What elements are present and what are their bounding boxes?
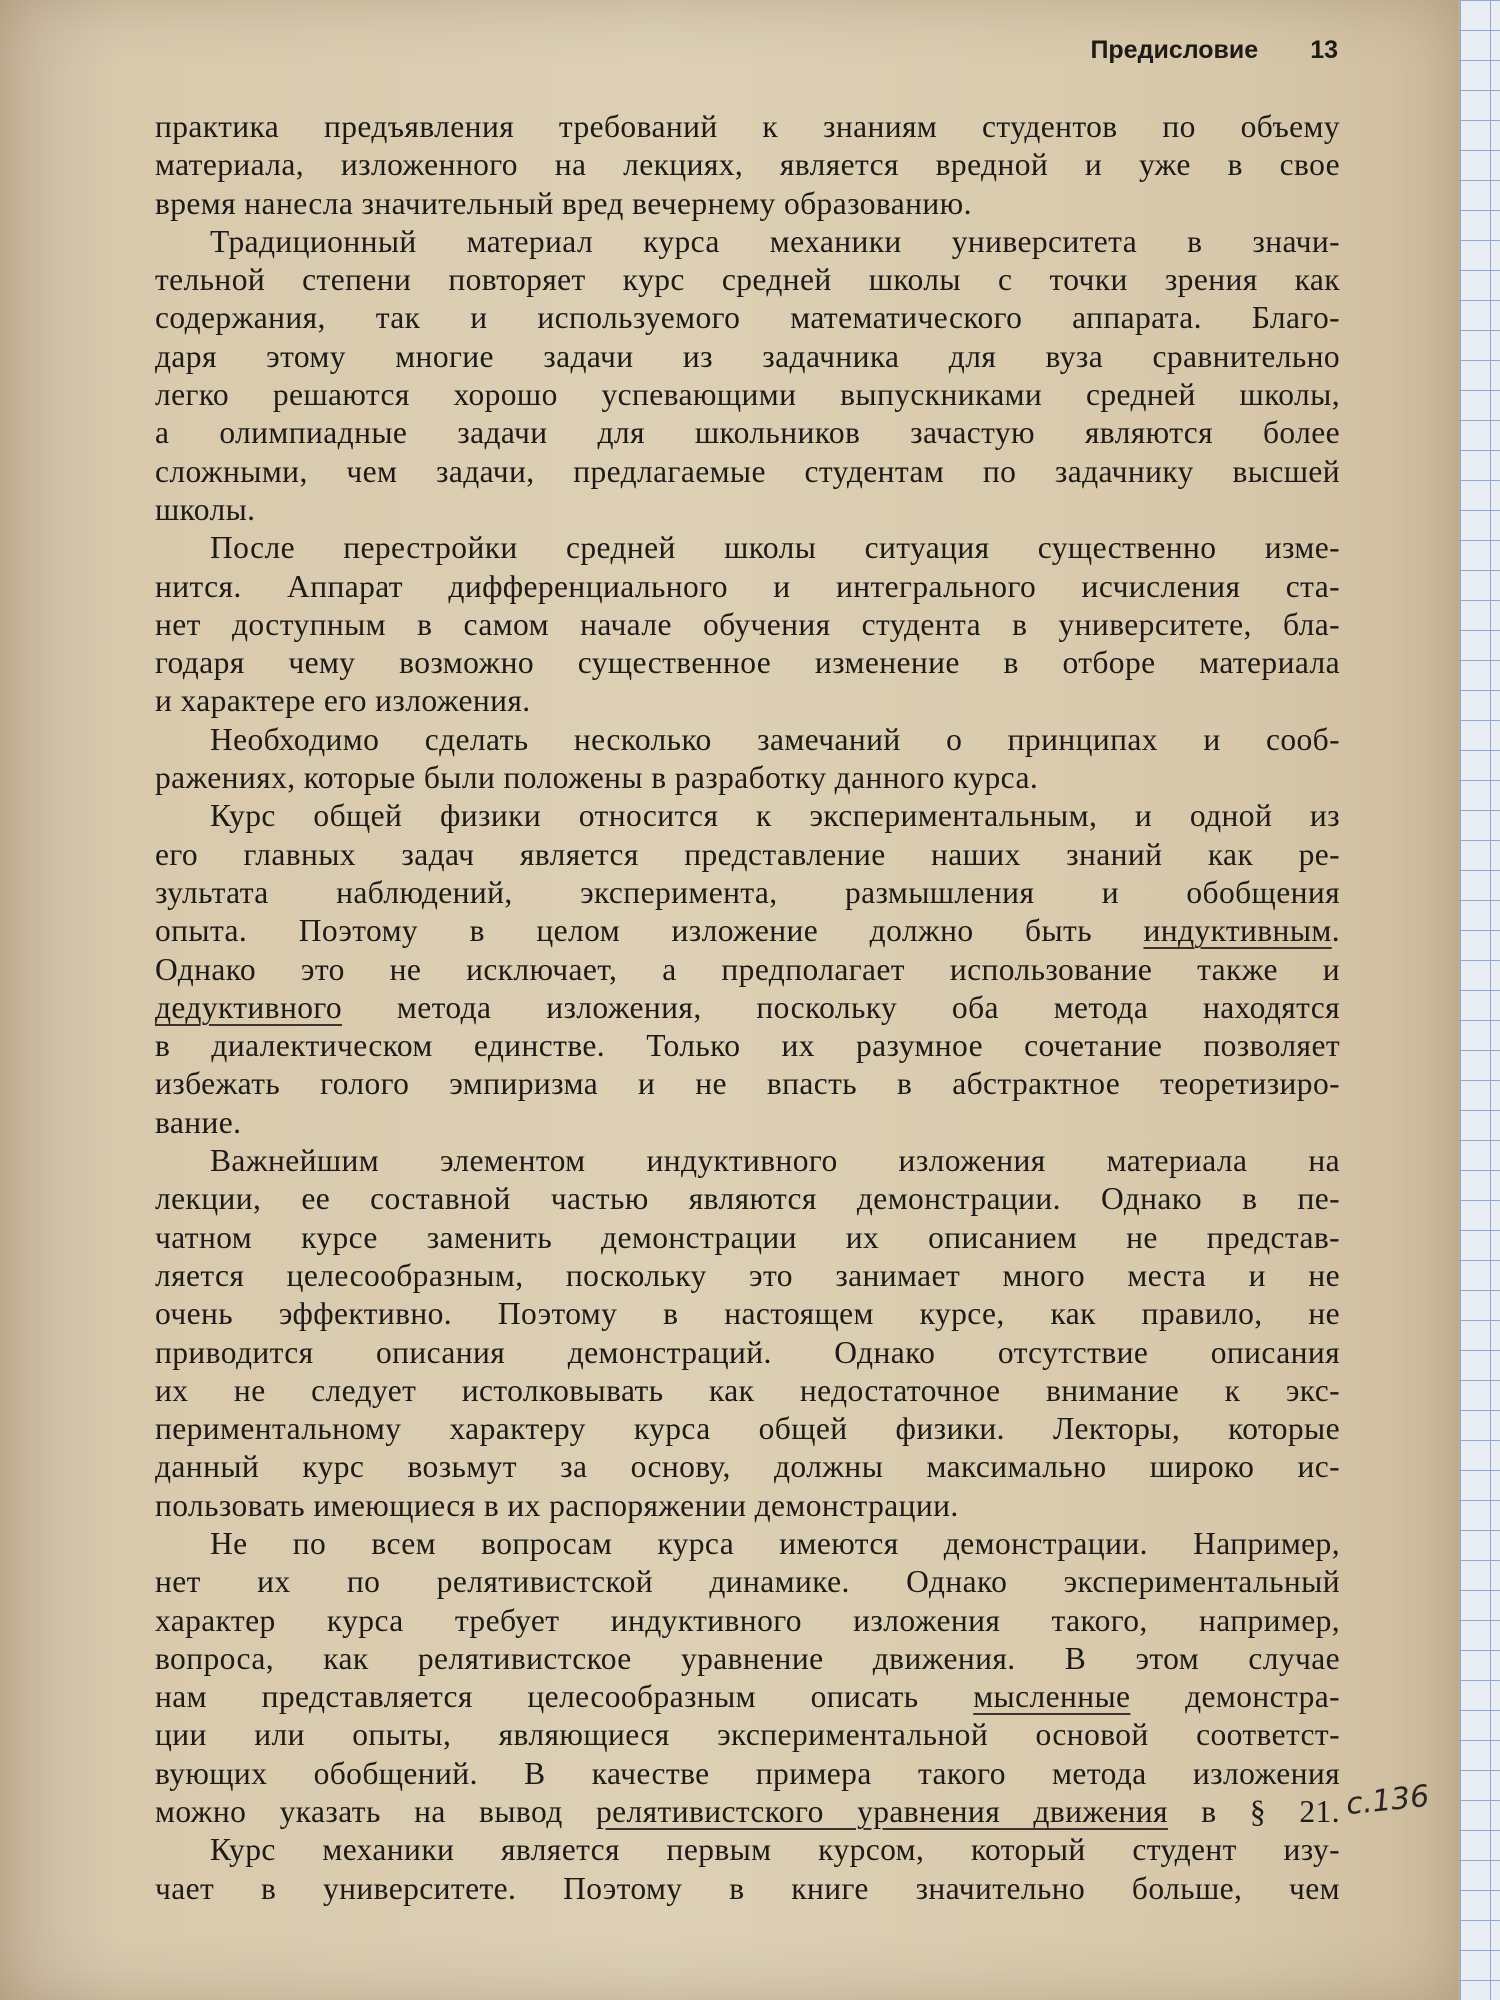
text-line (155, 108, 1340, 146)
line-text: лекции, ее составной частью являются демонстрации. Однако в пе- (155, 1181, 1340, 1217)
line-text: можно указать на вывод (155, 1794, 596, 1830)
line-text: характер курса требует индуктивного изложения такого, например, (155, 1602, 1340, 1638)
line-text: его главных задач является представление наших знаний как ре- (155, 836, 1340, 872)
line-text: Необходимо сделать несколько замечаний о принципах и сооб- (210, 721, 1340, 757)
line-text: сложными, чем задачи, предлагаемые студентам по задачнику высшей (155, 453, 1340, 489)
text-line (155, 1678, 1340, 1716)
text-line (155, 529, 1340, 567)
text-line (155, 491, 1340, 529)
line-text: вующих обобщений. В качестве примера такого метода изложения (155, 1755, 1340, 1791)
text-line (155, 453, 1340, 491)
line-text-tail: метода изложения, поскольку оба метода находятся (342, 989, 1340, 1025)
text-line (155, 721, 1340, 759)
line-text: содержания, так и используемого математического аппарата. Благо- (155, 300, 1340, 336)
section-title: Предисловие (1090, 36, 1259, 64)
text-line (155, 836, 1340, 874)
text-line (155, 1065, 1340, 1103)
text-line (155, 1257, 1340, 1295)
text-line (155, 874, 1340, 912)
text-line (155, 261, 1340, 299)
pencil-underlined-phrase: релятивистского уравнения движения (595, 1794, 1168, 1830)
pencil-underlined-phrase: мысленные (973, 1679, 1131, 1715)
line-text: После перестройки средней школы ситуация существенно изме- (210, 530, 1340, 566)
line-text: Курс механики является первым курсом, который студент изу- (210, 1832, 1340, 1868)
line-text: легко решаются хорошо успевающими выпускниками средней школы, (155, 377, 1340, 413)
text-line (155, 989, 1340, 1027)
line-text: периментальному характеру курса общей физики. Лекторы, которые (155, 1411, 1340, 1447)
text-line (155, 1334, 1340, 1372)
line-text: ражениях, которые были положены в разработку данного курса. (155, 760, 1039, 796)
line-text: тельной степени повторяет курс средней школы с точки зрения как (155, 262, 1340, 298)
text-line (155, 1372, 1340, 1410)
text-line (155, 1525, 1340, 1563)
text-line (155, 1180, 1340, 1218)
line-text: Однако это не исключает, а предполагает использование также и (155, 951, 1340, 987)
line-text: годаря чему возможно существенное изменение в отборе материала (155, 645, 1340, 681)
text-line (155, 606, 1340, 644)
line-text: нет их по релятивистской динамике. Однако экспериментальный (155, 1564, 1340, 1600)
line-text: чатном курсе заменить демонстрации их описанием не представ- (155, 1219, 1340, 1255)
line-text: школы. (155, 491, 256, 527)
line-text: опыта. Поэтому в целом изложение должно быть (155, 913, 1144, 949)
text-line (155, 1295, 1340, 1333)
line-text: Важнейшим элементом индуктивного изложения материала на (210, 1143, 1340, 1179)
text-line (155, 951, 1340, 989)
running-header (1090, 36, 1338, 65)
line-text: практика предъявления требований к знаниям студентов по объему (155, 109, 1340, 144)
handwritten-page-reference: с.136 (1344, 1778, 1431, 1823)
text-line (155, 1410, 1340, 1448)
line-text-tail: . (1331, 913, 1340, 949)
line-text: избежать голого эмпиризма и не впасть в абстрактное теоретизиро- (155, 1066, 1340, 1102)
line-text: Традиционный материал курса механики университета в значи- (210, 223, 1340, 259)
line-text: ляется целесообразным, поскольку это занимает много места и не (155, 1257, 1340, 1293)
line-text-tail: в § 21. (1167, 1794, 1340, 1830)
line-text-tail: демонстра- (1130, 1679, 1340, 1715)
line-text: их не следует истолковывать как недостаточное внимание к экс- (155, 1372, 1340, 1408)
line-text: зультата наблюдений, эксперимента, размышления и обобщения (155, 874, 1340, 910)
text-line (155, 299, 1340, 337)
line-text: а олимпиадные задачи для школьников зачастую являются более (155, 415, 1340, 451)
line-text: приводится описания демонстраций. Однако отсутствие описания (155, 1334, 1340, 1370)
line-text: Курс общей физики относится к экспериментальным, и одной из (210, 798, 1340, 834)
line-text: Не по всем вопросам курса имеются демонстрации. Например, (210, 1525, 1340, 1561)
text-line (155, 223, 1340, 261)
line-text: вание. (155, 1104, 242, 1140)
text-line (155, 338, 1340, 376)
text-line (155, 1027, 1340, 1065)
line-text: и характере его изложения. (155, 683, 531, 719)
line-text: материала, изложенного на лекциях, является вредной и уже в свое (155, 147, 1340, 183)
text-line (155, 797, 1340, 835)
text-line (155, 568, 1340, 606)
text-line (155, 1104, 1340, 1142)
pencil-underlined-phrase: дедуктивного (155, 989, 343, 1025)
text-line (155, 1870, 1340, 1908)
line-text: чает в университете. Поэтому в книге значительно больше, чем (155, 1870, 1340, 1906)
text-line (155, 1563, 1340, 1601)
line-text: очень эффективно. Поэтому в настоящем курсе, как правило, не (155, 1296, 1340, 1332)
text-line (155, 1716, 1340, 1754)
text-line (155, 1448, 1340, 1486)
text-line (155, 376, 1340, 414)
pencil-underlined-phrase: индуктивным (1143, 913, 1332, 949)
text-line (155, 185, 1340, 223)
line-text: нится. Аппарат дифференциального и интегрального исчисления ста- (155, 568, 1340, 604)
text-line (155, 682, 1340, 720)
text-line (155, 1640, 1340, 1678)
line-text: даря этому многие задачи из задачника для вуза сравнительно (155, 338, 1340, 374)
page-number: 13 (1310, 36, 1338, 64)
line-text: вопроса, как релятивистское уравнение движения. В этом случае (155, 1640, 1340, 1676)
line-text: время нанесла значительный вред вечернему образованию. (155, 185, 972, 221)
text-line (155, 644, 1340, 682)
body-text (155, 108, 1340, 1908)
text-line (155, 1755, 1340, 1793)
text-line (155, 759, 1340, 797)
line-text: пользовать имеющиеся в их распоряжении демонстрации. (155, 1487, 959, 1523)
graph-paper-edge (1458, 0, 1500, 2000)
text-line (155, 912, 1340, 950)
line-text: нам представляется целесообразным описать (155, 1679, 974, 1715)
text-line (155, 1487, 1340, 1525)
text-line (155, 1793, 1340, 1831)
text-line (155, 1219, 1340, 1257)
line-text: данный курс возьмут за основу, должны максимально широко ис- (155, 1449, 1340, 1485)
text-line (155, 1602, 1340, 1640)
text-line (155, 1142, 1340, 1180)
text-line (155, 146, 1340, 184)
text-line (155, 1831, 1340, 1869)
text-line (155, 414, 1340, 452)
line-text: в диалектическом единстве. Только их разумное сочетание позволяет (155, 1028, 1340, 1064)
line-text: нет доступным в самом начале обучения студента в университете, бла- (155, 606, 1340, 642)
line-text: ции или опыты, являющиеся экспериментальной основой соответст- (155, 1717, 1340, 1753)
